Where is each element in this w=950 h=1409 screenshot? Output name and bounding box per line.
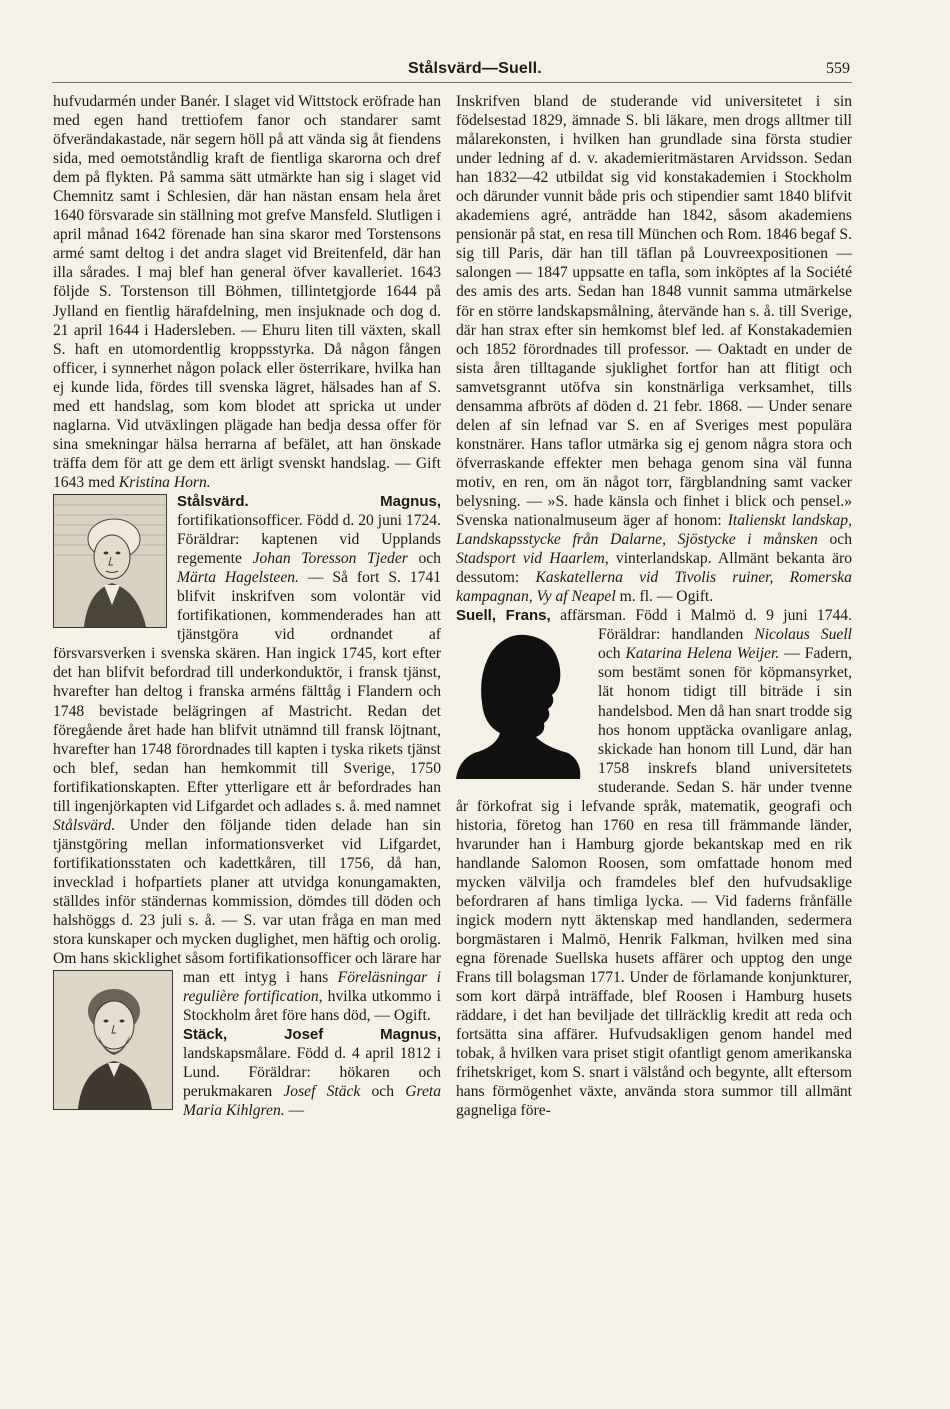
body-text: — <box>284 1102 305 1120</box>
body-text: och <box>360 1083 406 1101</box>
italic-name: Josef Stäck <box>283 1083 361 1101</box>
italic-title: Kaskatellerna vid Tivolis ruiner, Romerska kampagnan, Vy af Neapel <box>456 569 852 606</box>
body-text: Under den följande tiden delade han sin tjänstgöring mellan informationsverket vid Lifgardet, fortifikationsstaten och kadettkåren, till 1756, då han, invecklad i hofpartiets planer att utvidga konungamakten, ställdes inför ständernas kommission, dömdes till döden och halshöggs d. 23 juli s. å. — S. var utan fråga en man med stora kunskaper och mycken duglighet, men häftig och orolig. Om hans skicklighet såsom fortifikationsofficer och lärare har man ett intyg i hans <box>53 816 441 987</box>
entry-stalsvard <box>53 492 441 1025</box>
running-head: Stålsvärd—Suell. <box>408 60 542 77</box>
body-text: vinterlandskap. Allmänt bekanta äro dessutom: <box>456 550 852 587</box>
portrait-image <box>54 495 166 627</box>
body-text: Inskrifven bland de studerande vid universitetet i sin födelsestad 1829, ämnade S. bli läkare, men drogs alltmer till målarekonsten, i hvilken han grundlade sina första studier under ledning af d. v. akademieritmästaren Arvidsson. Sedan han 1832—42 utbildat sig vid konstakademien i Stockholm och därunder vunnit både pris och stipendier samt 1840 blifvit akademiens agré, anträdde han 1842, såsom akademiens pensionär på stat, en resa till München och Rom. 1846 begaf S. sig till Paris, där han till täflan på Louvreexpositionen — salongen — 1847 uppsatte en tafla, som inköptes af la Société des amis des arts. Sedan han 1848 vunnit samma utmärkelse för en större landskapsmålning, återvände han s. å. till Sverige, där han strax efter sin hemkomst blef led. af Konstakademien och 1852 förordnades till professor. — Oaktadt en under de sista åren tilltagande sjuklighet fortfor han att flitigt och samvetsgrannt utöfva sin konstnärliga verksamhet, tills densamma afbröts af döden d. 21 febr. 1868. — Under senare delen af sin lefnad var S. en af Sveriges mest populära konstnärer. Hans taflor utmärka sig ej genom några stora och öfverraskande effekter men behaga genom sina väl funna motiv, en ren, om än något torr, färgblandning samt vacker belysning. — »S. hade känsla och finhet i blick och pensel.» Svenska nationalmuseum äger af honom: <box>456 93 852 530</box>
body-text: hufvudarmén under Banér. I slaget vid Wittstock eröfrade han med egen hand trettiofem fanor och standarer samt öfverändakastade, när segern höll på att vända sig åt fiendens sida, med oemotståndlig kraft de fientliga skarorna och dref dem på flykten. På samma sätt utmärkte han sig i slaget vid Chemnitz samt i Schlesien, där han nästan ensam hela året 1640 försvarade sin ställning mot grefve Mansfeld. Slutligen i april månad 1642 förenade han sina skaror med Torstensons armé samt deltog i det andra slaget vid Breitenfeld, där han illa sårades. I maj blef han general öfver kavalleriet. 1643 följde S. Torstenson till Böhmen, tillintetgjorde 1644 på Jylland en fientlig härafdelning, men insjuknade och dog d. 21 april 1644 i Hadersleben. — Ehuru liten till växten, skall S. haft en utomordentlig kroppsstyrka. Då någon fången officer, i synnerhet någon polack eller österrikare, hvilka han ej kunde lida, fördes till svenska lägret, hälsades han af S. med ett handslag, som kom blodet att spricka ut under naglarna. Vid utväxlingen plägade han bedja dessa offer för sina smekningar hälsa herrarna af befälet, att han önskade träffa dem för att ge dem ett ärligt svenskt handslag. — Gift 1643 med <box>53 93 441 491</box>
italic-name: Johan Toresson Tjeder <box>252 550 408 568</box>
left-column <box>53 92 441 1121</box>
right-column <box>456 92 852 1121</box>
body-text: affärsman. Född i Malmö d. 9 juni 1744. Föräldrar: handlanden <box>550 607 852 644</box>
entry-heading: Stäck, Josef Magnus, <box>183 1026 441 1044</box>
italic-title: Stadsport vid Haarlem, <box>456 550 609 568</box>
body-text: m. fl. — Ogift. <box>615 588 714 606</box>
italic-name: Märta Hagelsteen. <box>177 569 299 587</box>
suell-silhouette <box>456 629 584 784</box>
italic-name: Katarina Helena Weijer. <box>625 645 780 663</box>
stack-portrait <box>53 970 173 1110</box>
body-text: och <box>598 645 626 663</box>
strahlsvard-bio-end <box>53 92 441 492</box>
body-text: och <box>407 550 441 568</box>
body-text: landskapsmålare. Född d. 4 april 1812 i Lund. Föräldrar: hökaren och perukmakaren <box>183 1045 441 1101</box>
entry-heading: Suell, Frans, <box>456 607 551 625</box>
italic-name: Nicolaus Suell <box>754 626 852 644</box>
page-number: 559 <box>826 60 850 77</box>
italic-name: Stålsvärd. <box>53 816 116 834</box>
stack-bio-continued <box>456 92 852 606</box>
italic-title: Italienskt landskap, Landskapsstycke från Dalarne, Sjöstycke i månsken <box>456 512 852 549</box>
body-text: fortifikationsofficer. Född d. 20 juni 1724. Föräldrar: kaptenen vid Upplands regemente <box>177 512 441 568</box>
body-text: hvilka utkommo i Stockholm året före hans död, — Ogift. <box>183 988 441 1025</box>
entry-heading: Stålsvärd. <box>177 492 249 510</box>
stalsvard-portrait <box>53 494 167 628</box>
body-text: — Fadern, som bestämt sonen för köpmansyrket, lät honom tidigt till biträde i sin handelsbod. Men då han snart trodde sig hos honom upptäcka ovanligare anlag, skickade han honom till Lund, där han 1758 inskrefs bland universitetets studerande. Sedan S. här under tvenne år förkofrat sig i lefvande språk, matematik, geografi och historia, företog han 1760 en resa till främmande länder, hvarunder han i Hamburg gjorde bekantskap med en rik handlande Salomon Roosen, som omfattade honom med mycken välvilja och framdeles blef den hufvudsakligе befordraren af hans timliga lycka. — Vid faderns frånfälle ingick modern nytt äktenskap med handlanden, sedermera borgmästaren i Malmö, Henrik Falkman, hvilken med sina egna förenade Suellska husets affärer och upptog den unge Frans till bolagsman 1771. Under de förlamande konjunkturer, som kort därpå inträffade, blef Roosen i Hamburg husets räddare, i det han beviljade det tillräcklig kredit att reda och fortsätta sina affärer. Hufvudsakligen genom handel med tobak, å hvilken vara priset stigit ofantligt genom amerikanska frihetskriget, kom S. snart i välstånd och begynte, allt eftersom hans förmögenhet växte, använda stora summor till allmänt gagneliga före- <box>456 645 853 1120</box>
entry-heading-forename: Magnus, <box>248 492 441 510</box>
entry-suell <box>456 606 852 1120</box>
portrait-image <box>54 971 172 1109</box>
body-text: och <box>817 531 852 549</box>
italic-name: Greta Maria Kihlgren. <box>183 1083 441 1120</box>
italic-title: Föreläsningar i regulière fortification, <box>183 969 441 1006</box>
italic-name: Kristina Horn. <box>118 473 211 491</box>
header-rule <box>52 82 852 83</box>
body-text: — Så fort S. 1741 blifvit inskrifven som volontär vid fortifikationen, kommenderades han att tjänstgöra vid ordnandet af försvarsverken i svenska skären. Han ingick 1745, kort efter det han blifvit befordrad till underkonduktör, i fransk tjänst, hvarefter han deltog i franska arméns fälttåg i Flandern och 1748 bevistade belägringen af Mastricht. Redan det föregående året hade han blifvit utnämnd till fransk löjtnant, hvarefter han 1748 förordnades till kapten i tyska rikets tjänst och blef, sedan han hemkommit till Sverige, 1750 fortifikationskapten. Efter ytterligare ett år befordrades han till ingenjörkapten vid Lifgardet och adlades s. å. med namnet <box>53 569 441 815</box>
silhouette-image <box>456 629 584 779</box>
